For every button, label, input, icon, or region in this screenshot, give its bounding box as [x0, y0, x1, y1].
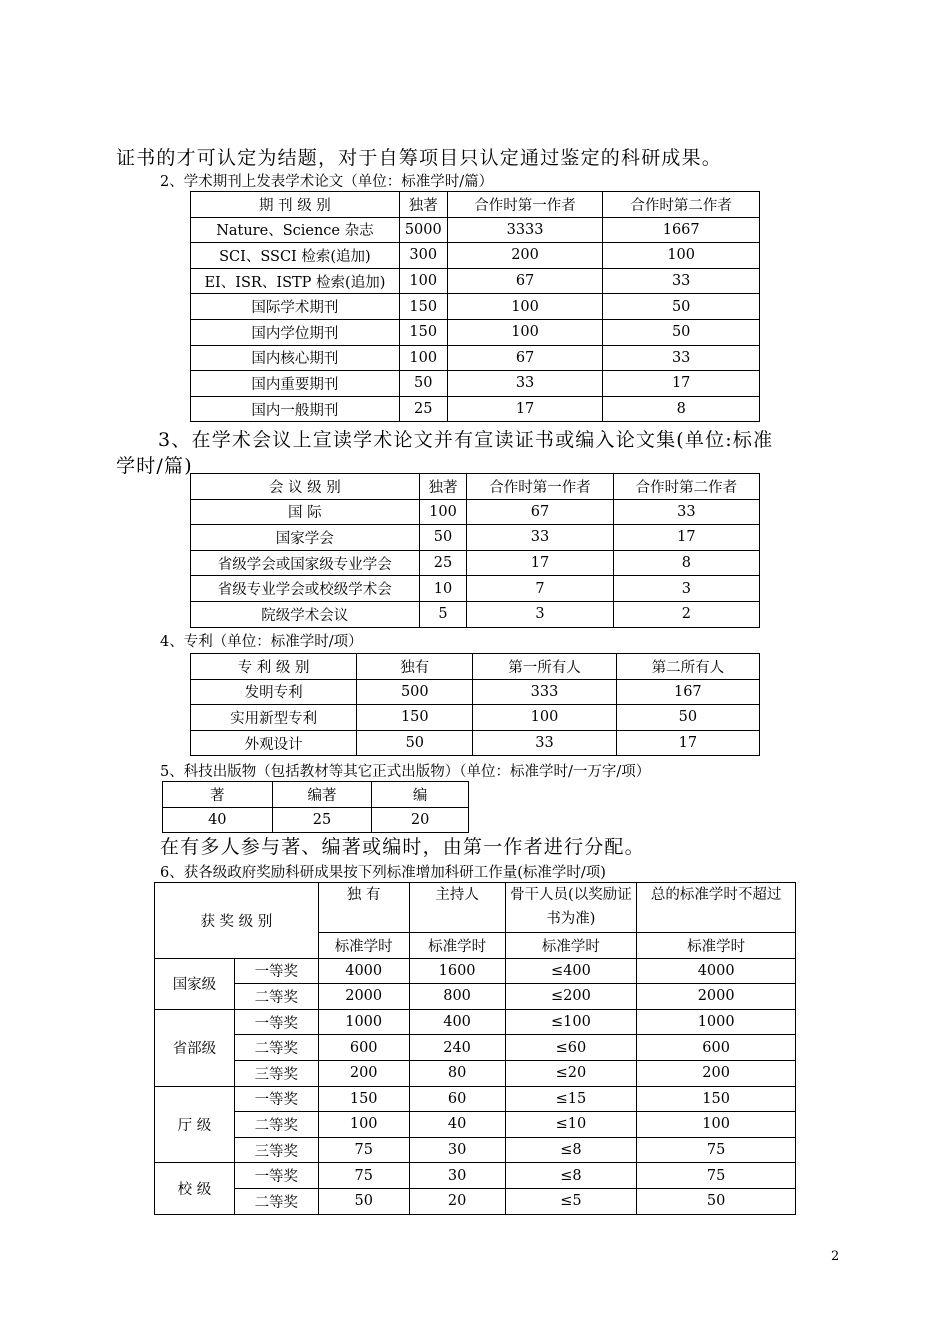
header-cell: 编著: [272, 782, 372, 808]
table-cell: 100: [399, 345, 447, 371]
table-row: [191, 268, 760, 294]
table-cell: EI、ISR、ISTP 检索(追加): [191, 268, 400, 294]
table-cell: 50: [603, 319, 760, 345]
patent-table: [190, 653, 760, 756]
table-cell: 150: [318, 1086, 409, 1112]
header-cell: 专 利 级 别: [191, 654, 357, 680]
table-cell: 100: [603, 243, 760, 269]
table-row: [155, 958, 796, 984]
table-row: [191, 705, 760, 731]
table-cell: 200: [318, 1060, 409, 1086]
table-cell: 二等奖: [234, 1112, 318, 1138]
table-row: [191, 217, 760, 243]
publication-table: [162, 781, 469, 833]
group-name-cell: 校 级: [155, 1163, 235, 1214]
table-cell: 100: [399, 268, 447, 294]
table-row: [155, 1086, 796, 1112]
table-cell: 500: [357, 679, 473, 705]
table-cell: ≤8: [505, 1137, 637, 1163]
table-cell: ≤15: [505, 1086, 637, 1112]
table-row: [191, 601, 760, 627]
table-row: [191, 371, 760, 397]
table-cell: 200: [637, 1060, 796, 1086]
table-row: [163, 807, 469, 833]
table-cell: 50: [616, 705, 759, 731]
table-cell: 150: [399, 294, 447, 320]
section-3-title-line1: 3、在学术会议上宣读学术论文并有宣读证书或编入论文集(单位:标准: [158, 429, 774, 451]
header-cell: 会 议 级 别: [191, 474, 420, 500]
header-cell: 期 刊 级 别: [191, 192, 400, 218]
table-row: [191, 525, 760, 551]
table-cell: 240: [409, 1035, 505, 1061]
table-cell: 67: [447, 345, 603, 371]
table-cell: 一等奖: [234, 1163, 318, 1189]
table-cell: 40: [409, 1112, 505, 1138]
table-row: [191, 396, 760, 422]
table-cell: 二等奖: [234, 1188, 318, 1214]
table-cell: 一等奖: [234, 1086, 318, 1112]
table-cell: 60: [409, 1086, 505, 1112]
header-cell: 独有: [357, 654, 473, 680]
table-cell: 三等奖: [234, 1137, 318, 1163]
group-name-cell: 国家级: [155, 958, 235, 1009]
header-cell: 独著: [419, 474, 467, 500]
table-cell: 100: [318, 1112, 409, 1138]
table-cell: 一等奖: [234, 1009, 318, 1035]
section-2-title: 2、学术期刊上发表学术论文（单位：标准学时/篇）: [160, 174, 494, 190]
table-cell: 省级学会或国家级专业学会: [191, 550, 420, 576]
table-cell: 333: [473, 679, 616, 705]
table-cell: 75: [318, 1163, 409, 1189]
header-cell-level: 获 奖 级 别: [155, 883, 319, 959]
unit-cell: 标准学时: [409, 933, 505, 959]
header-cell: 骨干人员(以奖励证书为准): [505, 883, 637, 933]
table-cell: 150: [399, 319, 447, 345]
table-cell: 33: [603, 345, 760, 371]
table-cell: 80: [409, 1060, 505, 1086]
table-cell: 17: [613, 525, 759, 551]
header-cell: 编: [372, 782, 469, 808]
table-cell: 发明专利: [191, 679, 357, 705]
award-table: [154, 882, 796, 1215]
table-cell: 800: [409, 984, 505, 1010]
table-cell: 17: [467, 550, 613, 576]
table-cell: 4000: [318, 958, 409, 984]
table-row: [155, 1060, 796, 1086]
table-cell: 国内重要期刊: [191, 371, 400, 397]
unit-cell: 标准学时: [318, 933, 409, 959]
table-cell: 三等奖: [234, 1060, 318, 1086]
header-row: [191, 654, 760, 680]
table-cell: SCI、SSCI 检索(追加): [191, 243, 400, 269]
table-cell: 50: [318, 1188, 409, 1214]
table-row: [155, 1112, 796, 1138]
header-row: [191, 192, 760, 218]
table-row: [191, 550, 760, 576]
table-cell: 100: [637, 1112, 796, 1138]
section-4-title: 4、专利（单位：标准学时/项）: [160, 634, 363, 650]
table-row: [191, 679, 760, 705]
table-cell: 100: [473, 705, 616, 731]
table-row: [155, 1009, 796, 1035]
header-cell: 总的标准学时不超过: [637, 883, 796, 933]
table-cell: ≤10: [505, 1112, 637, 1138]
table-cell: 400: [409, 1009, 505, 1035]
table-cell: 30: [409, 1137, 505, 1163]
table-cell: 5: [419, 601, 467, 627]
table-row: [155, 984, 796, 1010]
table-cell: 3: [467, 601, 613, 627]
table-cell: 1600: [409, 958, 505, 984]
table-row: [155, 1137, 796, 1163]
table-cell: 3333: [447, 217, 603, 243]
table-cell: 25: [399, 396, 447, 422]
unit-cell: 标准学时: [505, 933, 637, 959]
header-cell: 著: [163, 782, 273, 808]
table-cell: 二等奖: [234, 984, 318, 1010]
group-name-cell: 厅 级: [155, 1086, 235, 1163]
table-row: [191, 345, 760, 371]
table-cell: Nature、Science 杂志: [191, 217, 400, 243]
table-cell: 17: [603, 371, 760, 397]
table-cell: 75: [637, 1137, 796, 1163]
table-cell: 8: [603, 396, 760, 422]
table-cell: 8: [613, 550, 759, 576]
header-row: [155, 883, 796, 933]
table-cell: 二等奖: [234, 1035, 318, 1061]
table-row: [191, 730, 760, 756]
table-cell: 67: [447, 268, 603, 294]
table-row: [155, 1163, 796, 1189]
table-row: [155, 1035, 796, 1061]
table-cell: 国内核心期刊: [191, 345, 400, 371]
table-cell: 33: [473, 730, 616, 756]
table-cell: 国内学位期刊: [191, 319, 400, 345]
table-cell: 10: [419, 576, 467, 602]
table-cell: 40: [163, 807, 273, 833]
header-cell: 第一所有人: [473, 654, 616, 680]
journal-table: [190, 191, 760, 422]
table-cell: 省级专业学会或校级学术会: [191, 576, 420, 602]
table-cell: 2000: [318, 984, 409, 1010]
header-row: [163, 782, 469, 808]
table-cell: 外观设计: [191, 730, 357, 756]
table-cell: 50: [399, 371, 447, 397]
table-cell: ≤20: [505, 1060, 637, 1086]
table-cell: 2: [613, 601, 759, 627]
table-cell: 50: [419, 525, 467, 551]
section-3-title-line2: 学时/篇): [116, 455, 193, 477]
header-cell: 合作时第二作者: [603, 192, 760, 218]
table-cell: 国内一般期刊: [191, 396, 400, 422]
table-cell: 100: [419, 499, 467, 525]
table-cell: 国 际: [191, 499, 420, 525]
section-6-title: 6、获各级政府奖励科研成果按下列标准增加科研工作量(标准学时/项): [160, 865, 606, 881]
table-cell: 实用新型专利: [191, 705, 357, 731]
table-cell: 75: [637, 1163, 796, 1189]
table-cell: 17: [447, 396, 603, 422]
header-cell: 主持人: [409, 883, 505, 933]
table-cell: ≤400: [505, 958, 637, 984]
table-row: [191, 576, 760, 602]
header-cell: 第二所有人: [616, 654, 759, 680]
table-cell: ≤8: [505, 1163, 637, 1189]
table-cell: 30: [409, 1163, 505, 1189]
table-cell: 国家学会: [191, 525, 420, 551]
header-cell: 合作时第一作者: [447, 192, 603, 218]
header-cell: 合作时第二作者: [613, 474, 759, 500]
table-cell: 25: [272, 807, 372, 833]
table-cell: ≤100: [505, 1009, 637, 1035]
page-number: 2: [831, 1249, 840, 1264]
table-cell: 20: [409, 1188, 505, 1214]
table-cell: ≤200: [505, 984, 637, 1010]
table-cell: 200: [447, 243, 603, 269]
table-cell: 33: [467, 525, 613, 551]
table-row: [191, 499, 760, 525]
table-cell: 17: [616, 730, 759, 756]
header-cell: 合作时第一作者: [467, 474, 613, 500]
table-cell: 5000: [399, 217, 447, 243]
table-cell: 150: [637, 1086, 796, 1112]
table-cell: 25: [419, 550, 467, 576]
section-5-note: 在有多人参与著、编著或编时，由第一作者进行分配。: [160, 836, 645, 858]
intro-line: 证书的才可认定为结题，对于自筹项目只认定通过鉴定的科研成果。: [116, 147, 723, 169]
group-name-cell: 省部级: [155, 1009, 235, 1086]
table-cell: 1667: [603, 217, 760, 243]
table-cell: 33: [603, 268, 760, 294]
table-cell: 一等奖: [234, 958, 318, 984]
table-row: [191, 294, 760, 320]
table-cell: 院级学术会议: [191, 601, 420, 627]
table-cell: 100: [447, 294, 603, 320]
header-cell: 独著: [399, 192, 447, 218]
table-cell: 50: [357, 730, 473, 756]
table-cell: 20: [372, 807, 469, 833]
unit-cell: 标准学时: [637, 933, 796, 959]
table-cell: 150: [357, 705, 473, 731]
table-cell: 国际学术期刊: [191, 294, 400, 320]
table-cell: 600: [318, 1035, 409, 1061]
header-cell: 独 有: [318, 883, 409, 933]
table-cell: 1000: [637, 1009, 796, 1035]
table-cell: ≤60: [505, 1035, 637, 1061]
table-cell: ≤5: [505, 1188, 637, 1214]
section-5-title: 5、科技出版物（包括教材等其它正式出版物）（单位：标准学时/一万字/项）: [160, 764, 651, 780]
table-cell: 7: [467, 576, 613, 602]
table-cell: 100: [447, 319, 603, 345]
table-cell: 33: [613, 499, 759, 525]
conference-table: [190, 473, 760, 628]
table-cell: 33: [447, 371, 603, 397]
table-cell: 3: [613, 576, 759, 602]
table-cell: 167: [616, 679, 759, 705]
table-cell: 300: [399, 243, 447, 269]
table-row: [155, 1188, 796, 1214]
table-cell: 2000: [637, 984, 796, 1010]
header-row: [191, 474, 760, 500]
table-row: [191, 243, 760, 269]
table-cell: 1000: [318, 1009, 409, 1035]
table-cell: 67: [467, 499, 613, 525]
table-cell: 75: [318, 1137, 409, 1163]
table-cell: 4000: [637, 958, 796, 984]
table-cell: 50: [603, 294, 760, 320]
table-row: [191, 319, 760, 345]
table-cell: 600: [637, 1035, 796, 1061]
table-cell: 50: [637, 1188, 796, 1214]
